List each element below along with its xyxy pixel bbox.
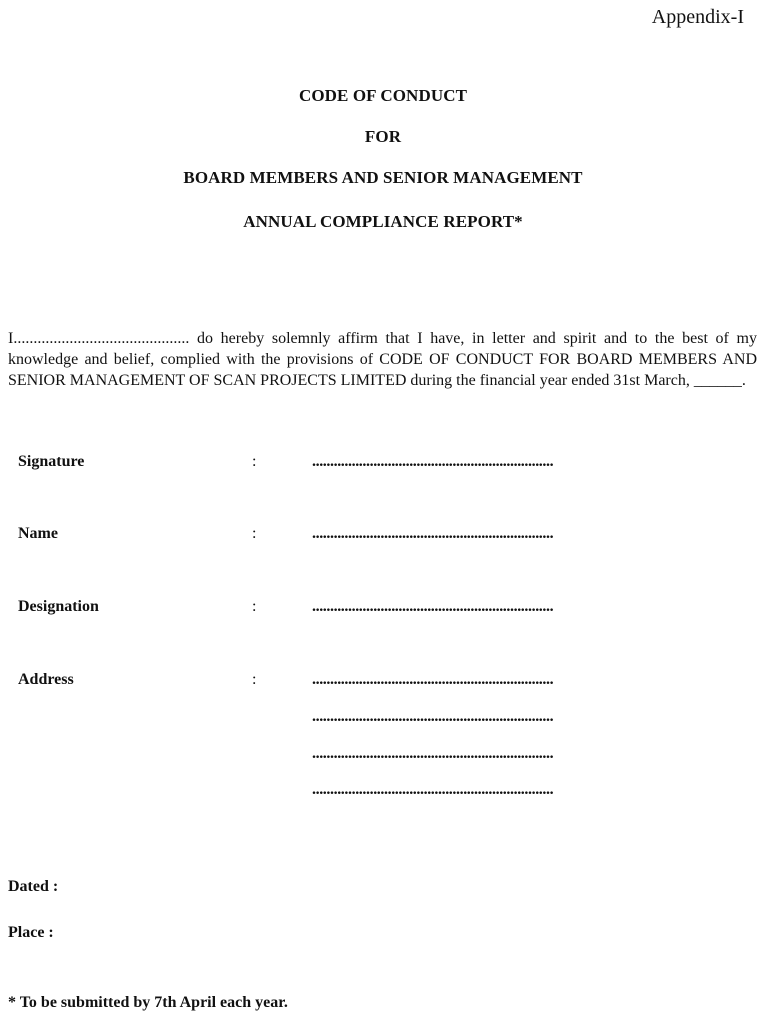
affirmation-paragraph: I............................................ do hereby solemnly affirm that I have, in letter and spirit and to the best of my knowledge and belief, complied with the provisions of CODE OF CONDUCT FOR BOARD MEMBERS AND SENIOR MANAGEMENT OF SCAN PROJECTS LIMITED during the financial year ended 31st March, ______. bbox=[8, 330, 757, 389]
address-colon: : bbox=[252, 671, 257, 688]
title-board-members: BOARD MEMBERS AND SENIOR MANAGEMENT bbox=[183, 168, 583, 187]
designation-colon: : bbox=[252, 598, 257, 615]
designation-label: Designation bbox=[18, 598, 99, 615]
title-for: FOR bbox=[364, 127, 402, 146]
designation-field[interactable]: ................................................................... bbox=[312, 598, 554, 615]
appendix-label: Appendix-I bbox=[651, 6, 744, 28]
address-label: Address bbox=[18, 671, 74, 688]
name-colon: : bbox=[252, 525, 257, 542]
title-annual-compliance-report: ANNUAL COMPLIANCE REPORT* bbox=[243, 212, 523, 231]
signature-field[interactable]: ................................................................... bbox=[312, 453, 554, 470]
dated-label: Dated : bbox=[8, 878, 59, 895]
address-field-line-1[interactable]: ................................................................... bbox=[312, 671, 554, 688]
signature-label: Signature bbox=[18, 453, 85, 470]
name-label: Name bbox=[18, 525, 58, 542]
address-field-line-3[interactable]: ................................................................... bbox=[312, 745, 554, 762]
signature-colon: : bbox=[252, 453, 257, 470]
submission-note: * To be submitted by 7th April each year. bbox=[8, 994, 288, 1011]
title-code-of-conduct: CODE OF CONDUCT bbox=[298, 86, 468, 105]
name-field[interactable]: ................................................................... bbox=[312, 525, 554, 542]
place-label: Place : bbox=[8, 924, 54, 941]
address-field-line-2[interactable]: ................................................................... bbox=[312, 708, 554, 725]
address-field-line-4[interactable]: ................................................................... bbox=[312, 781, 554, 798]
